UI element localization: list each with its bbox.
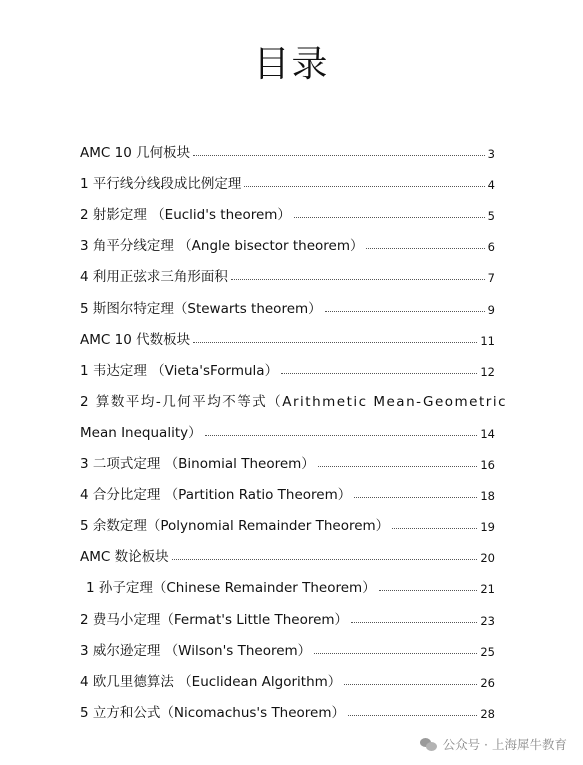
toc-page-number: 14 xyxy=(480,426,495,441)
leader-dots xyxy=(348,714,477,716)
toc-label: AMC 10 代数板块 xyxy=(80,331,191,348)
leader-dots xyxy=(354,496,477,498)
toc-label: AMC 10 几何板块 xyxy=(80,145,191,162)
toc-label: 1 韦达定理 （Vieta'sFormula） xyxy=(80,362,279,379)
toc-page-number: 9 xyxy=(487,302,495,317)
toc-entry[interactable] xyxy=(80,285,495,316)
toc-label: 3 角平分线定理 （Angle bisector theorem） xyxy=(80,238,364,255)
leader-dots xyxy=(172,558,478,560)
toc-page-number: 16 xyxy=(480,458,495,473)
table-of-contents xyxy=(80,130,507,721)
watermark-text: 公众号 · 上海犀牛教育 xyxy=(442,737,567,752)
leader-dots xyxy=(366,247,484,249)
toc-entry[interactable] xyxy=(80,317,495,348)
leader-dots xyxy=(193,341,477,343)
leader-dots xyxy=(379,589,478,591)
toc-page-number: 19 xyxy=(480,520,495,535)
toc-entry[interactable] xyxy=(80,410,495,441)
leader-dots xyxy=(294,216,485,218)
toc-label: 5 斯图尔特定理（Stewarts theorem） xyxy=(80,300,322,317)
toc-entry[interactable] xyxy=(80,161,495,192)
toc-label: 5 立方和公式（Nicomachus's Theorem） xyxy=(80,704,346,721)
leader-dots xyxy=(193,154,485,156)
leader-dots xyxy=(244,185,484,187)
toc-label: AMC 数论板块 xyxy=(80,549,169,566)
toc-page-number: 25 xyxy=(480,644,495,659)
toc-entry[interactable] xyxy=(80,192,495,223)
toc-page-number: 5 xyxy=(487,209,495,224)
toc-entry[interactable] xyxy=(80,223,495,254)
toc-entry-line1[interactable] xyxy=(80,379,507,410)
toc-label: 2 费马小定理（Fermat's Little Theorem） xyxy=(80,611,349,628)
toc-page-number: 3 xyxy=(487,147,495,162)
leader-dots xyxy=(318,465,478,467)
toc-entry[interactable] xyxy=(80,596,495,627)
toc-entry[interactable] xyxy=(80,659,495,690)
leader-dots xyxy=(344,683,477,685)
toc-entry[interactable] xyxy=(80,130,495,161)
leader-dots xyxy=(314,652,477,654)
toc-label: 5 余数定理（Polynomial Remainder Theorem） xyxy=(80,518,390,535)
toc-page-number: 7 xyxy=(487,271,495,286)
page-title: 目录 xyxy=(253,44,330,85)
leader-dots xyxy=(281,372,477,374)
leader-dots xyxy=(392,527,477,529)
toc-entry[interactable] xyxy=(80,441,495,472)
toc-label: 3 二项式定理 （Binomial Theorem） xyxy=(80,456,315,473)
toc-label: 4 利用正弦求三角形面积 xyxy=(80,269,228,286)
toc-entry[interactable] xyxy=(80,503,495,534)
toc-page-number: 21 xyxy=(480,582,495,597)
toc-label: 1 孙子定理（Chinese Remainder Theorem） xyxy=(86,580,376,597)
toc-entry[interactable] xyxy=(80,472,495,503)
toc-entry[interactable] xyxy=(80,690,495,721)
toc-page-number: 20 xyxy=(480,551,495,566)
toc-entry[interactable] xyxy=(80,254,495,285)
toc-label: 2 射影定理 （Euclid's theorem） xyxy=(80,207,291,224)
toc-page-number: 23 xyxy=(480,613,495,628)
toc-page-number: 18 xyxy=(480,489,495,504)
toc-page-number: 28 xyxy=(480,706,495,721)
toc-label: 3 威尔逊定理 （Wilson's Theorem） xyxy=(80,642,312,659)
toc-label: 2 算数平均-几何平均不等式（Arithmetic Mean-Geometric xyxy=(80,393,507,410)
toc-label: Mean Inequality） xyxy=(80,424,202,441)
toc-label: 4 合分比定理 （Partition Ratio Theorem） xyxy=(80,487,352,504)
toc-page-number: 12 xyxy=(480,364,495,379)
toc-entry[interactable] xyxy=(80,565,495,596)
toc-entry[interactable] xyxy=(80,628,495,659)
leader-dots xyxy=(231,278,485,280)
watermark xyxy=(420,735,567,753)
leader-dots xyxy=(351,621,477,623)
leader-dots xyxy=(325,310,485,312)
wechat-icon xyxy=(420,737,438,751)
leader-dots xyxy=(205,434,478,436)
toc-label: 1 平行线分线段成比例定理 xyxy=(80,176,242,193)
toc-page-number: 4 xyxy=(487,178,495,193)
toc-page-number: 11 xyxy=(480,333,495,348)
toc-entry[interactable] xyxy=(80,348,495,379)
toc-page-number: 26 xyxy=(480,675,495,690)
toc-entry[interactable] xyxy=(80,534,495,565)
toc-page-number: 6 xyxy=(487,240,495,255)
toc-label: 4 欧几里德算法 （Euclidean Algorithm） xyxy=(80,673,342,690)
